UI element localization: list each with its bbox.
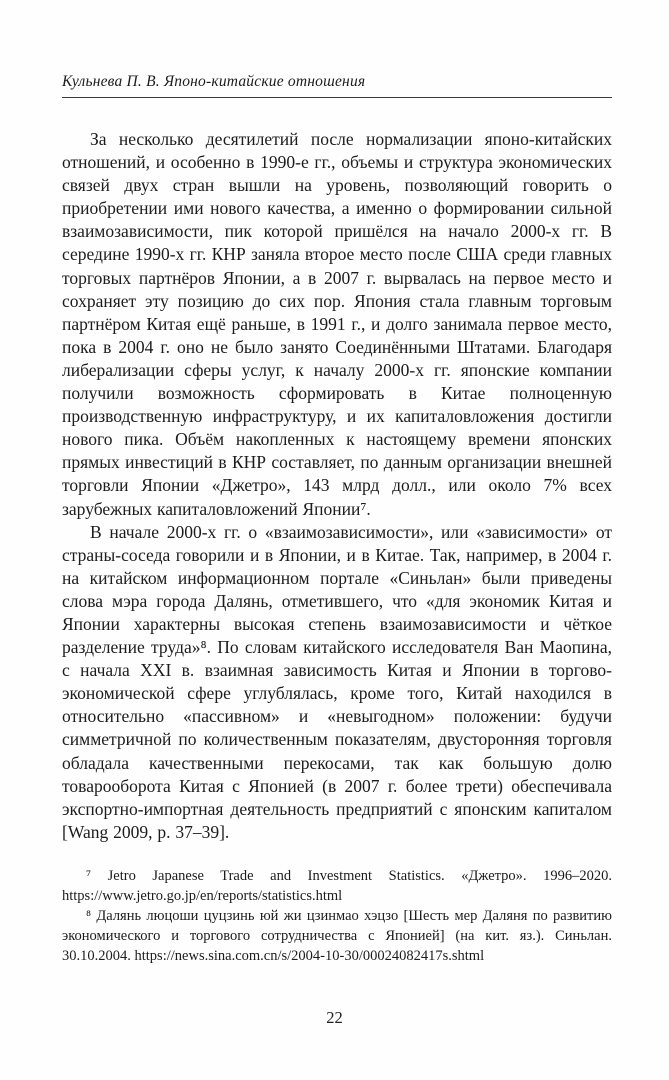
- running-header: Кульнева П. В. Японо-китайские отношения: [62, 73, 366, 90]
- page-number: 22: [326, 1008, 343, 1027]
- body-paragraph-1: За несколько десятилетий после нормализации японо-китайских отношений, и особенно в 1990-е гг., объемы и структура экономических связей двух стран вышли на уровень, позволяющий говорить о приобретении ими нового качества, а именно о формировании сильной взаимозависимости, пик которой пришёлся на начало 2000-х гг. В середине 1990-х гг. КНР заняла второе место после США среди главных торговых партнёров Японии, а в 2007 г. вырвалась на первое место и сохраняет эту позицию до сих пор. Япония стала главным торговым партнёром Китая ещё раньше, в 1991 г., и долго занимала первое место, пока в 2004 г. оно не было занято Соединёнными Штатами. Благодаря либерализации сферы услуг, к началу 2000-х гг. японские компании получили возможность сформировать в Китае полноценную производственную инфраструктуру, и их капиталовложения достигли нового пика. Объём накопленных к настоящему времени японских прямых инвестиций в КНР составляет, по данным организации внешней торговли Японии «Джетро», 143 млрд долл., или около 7% всех зарубежных капиталовложений Японии⁷.: [62, 129, 612, 519]
- body-text: [62, 128, 612, 844]
- footnote-7: ⁷ Jetro Japanese Trade and Investment Statistics. «Джетро». 1996–2020. https://www.jetro.go.jp/en/reports/statistics.html: [62, 867, 612, 904]
- footnotes-section: [62, 866, 612, 966]
- page-header: [62, 72, 612, 98]
- header-rule: [62, 97, 612, 98]
- body-paragraph-2: В начале 2000-х гг. о «взаимозависимости», или «зависимости» от страны-соседа говорили и в Японии, и в Китае. Так, например, в 2004 г. на китайском информационном портале «Синьлан» были приведены слова мэра города Далянь, отметившего, что «для экономик Китая и Японии характерны высокая степень взаимозависимости и чёткое разделение труда»⁸. По словам китайского исследователя Ван Маопина, с начала XXI в. взаимная зависимость Китая и Японии в торгово-экономической сфере углублялась, кроме того, Китай находился в относительно «пассивном» и «невыгодном» положении: будучи симметричной по количественным показателям, двусторонняя торговля обладала качественными перекосами, так как большую долю товарооборота Китая с Японией (в 2007 г. более трети) обеспечивала экспортно-импортная деятельность предприятий с японским капиталом [Wang 2009, p. 37–39].: [62, 521, 612, 842]
- footnote-8: ⁸ Далянь люцоши цуцзинь юй жи цзинмао хэцзо [Шесть мер Даляня по развитию экономического и торгового сотрудничества с Японией] (на кит. яз.). Синьлан. 30.10.2004. https://news.sina.com.cn/s/2004-10-30/00024082417s.shtml: [62, 907, 612, 964]
